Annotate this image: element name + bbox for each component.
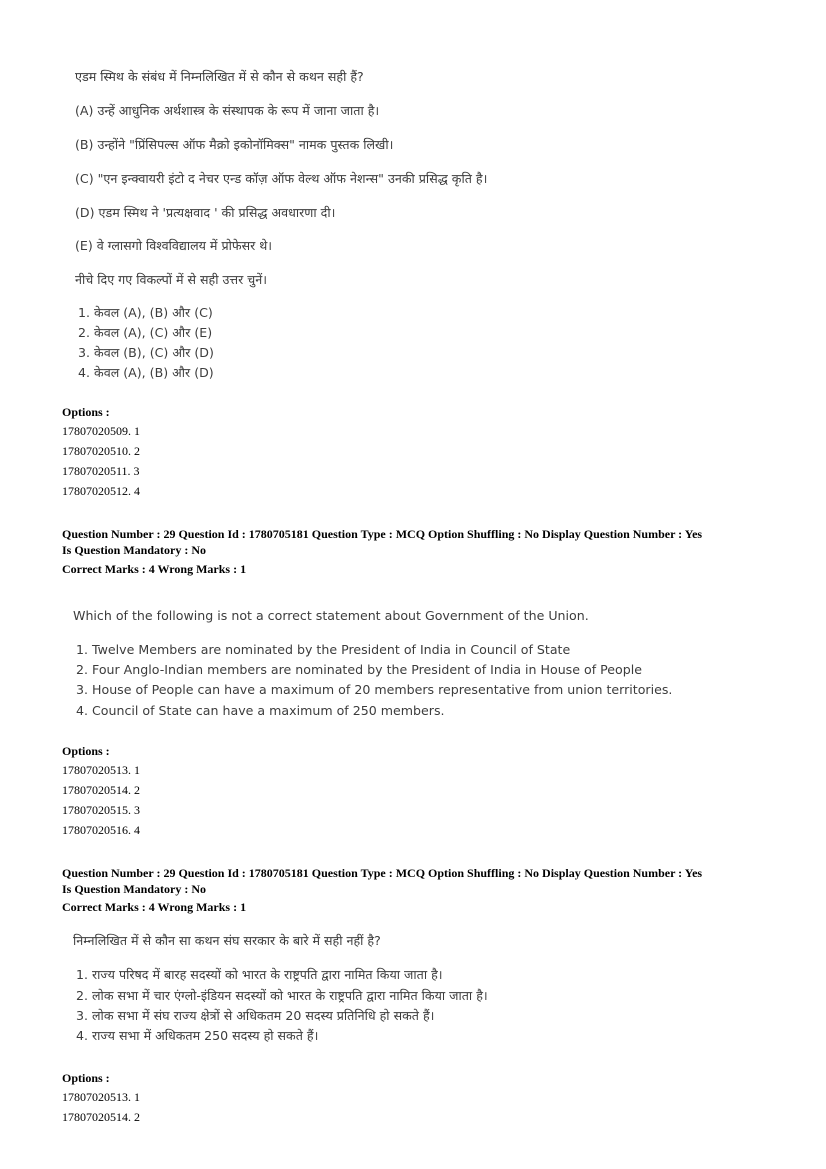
marks-line: Correct Marks : 4 Wrong Marks : 1 — [62, 562, 247, 576]
question-text: एडम स्मिथ के संबंध में निम्नलिखित में से कौन से कथन सही हैं? — [75, 69, 364, 84]
option-3: 17807020515. 3 — [62, 803, 140, 817]
choice-1: 1. राज्य परिषद में बारह सदस्यों को भारत के राष्ट्रपति द्वारा नामित किया जाता है। — [76, 967, 443, 982]
question-text: Which of the following is not a correct statement about Government of the Union. — [73, 608, 589, 623]
choice-4: 4. Council of State can have a maximum of 250 members. — [76, 703, 445, 718]
mandatory-line: Is Question Mandatory : No — [62, 543, 207, 557]
statement-e: (E) वे ग्लासगो विश्वविद्यालय में प्रोफेसर थे। — [75, 238, 273, 253]
statement-a: (A) उन्हें आधुनिक अर्थशास्त्र के संस्थापक के रूप में जाना जाता है। — [75, 103, 380, 118]
choice-1: 1. Twelve Members are nominated by the President of India in Council of State — [76, 642, 571, 657]
options-label: Options : — [62, 405, 110, 419]
option-2: 17807020514. 2 — [62, 1110, 140, 1124]
choice-4: 4. राज्य सभा में अधिकतम 250 सदस्य हो सकते हैं। — [76, 1028, 319, 1043]
choice-3: 3. House of People can have a maximum of 20 members representative from union territories. — [76, 682, 673, 697]
choice-1: 1. केवल (A), (B) और (C) — [78, 305, 213, 320]
option-1: 17807020513. 1 — [62, 763, 140, 777]
statement-d: (D) एडम स्मिथ ने 'प्रत्यक्षवाद ' की प्रसिद्ध अवधारणा दी। — [75, 205, 336, 220]
choice-2: 2. Four Anglo-Indian members are nominated by the President of India in House of People — [76, 662, 642, 677]
option-1: 17807020513. 1 — [62, 1090, 140, 1104]
mandatory-line: Is Question Mandatory : No — [62, 882, 207, 896]
choice-2: 2. केवल (A), (C) और (E) — [78, 325, 213, 340]
choice-4: 4. केवल (A), (B) और (D) — [78, 365, 214, 380]
choice-2: 2. लोक सभा में चार एंग्लो-इंडियन सदस्यों को भारत के राष्ट्रपति द्वारा नामित किया जाता है। — [76, 988, 488, 1003]
choice-3: 3. केवल (B), (C) और (D) — [78, 345, 214, 360]
options-label: Options : — [62, 744, 110, 758]
choice-3: 3. लोक सभा में संघ राज्य क्षेत्रों से अधिकतम 20 सदस्य प्रतिनिधि हो सकते हैं। — [76, 1008, 435, 1023]
option-1: 17807020509. 1 — [62, 424, 140, 438]
option-4: 17807020512. 4 — [62, 484, 140, 498]
option-2: 17807020510. 2 — [62, 444, 140, 458]
option-3: 17807020511. 3 — [62, 464, 140, 478]
options-label: Options : — [62, 1071, 110, 1085]
question-header: Question Number : 29 Question Id : 1780705181 Question Type : MCQ Option Shuffling : No Display Question Number : Yes — [62, 866, 703, 880]
question-text: निम्नलिखित में से कौन सा कथन संघ सरकार के बारे में सही नहीं है? — [73, 933, 381, 948]
instruction-text: नीचे दिए गए विकल्पों में से सही उत्तर चुनें। — [75, 272, 268, 287]
option-4: 17807020516. 4 — [62, 823, 140, 837]
option-2: 17807020514. 2 — [62, 783, 140, 797]
statement-c: (C) "एन इन्क्वायरी इंटो द नेचर एन्ड कॉज़ ऑफ वेल्थ ऑफ नेशन्स" उनकी प्रसिद्ध कृति है। — [75, 171, 488, 186]
marks-line: Correct Marks : 4 Wrong Marks : 1 — [62, 900, 247, 914]
question-header: Question Number : 29 Question Id : 1780705181 Question Type : MCQ Option Shuffling : No Display Question Number : Yes — [62, 527, 703, 541]
statement-b: (B) उन्होंने "प्रिंसिपल्स ऑफ मैक्रो इकोनॉमिक्स" नामक पुस्तक लिखी। — [75, 137, 394, 152]
